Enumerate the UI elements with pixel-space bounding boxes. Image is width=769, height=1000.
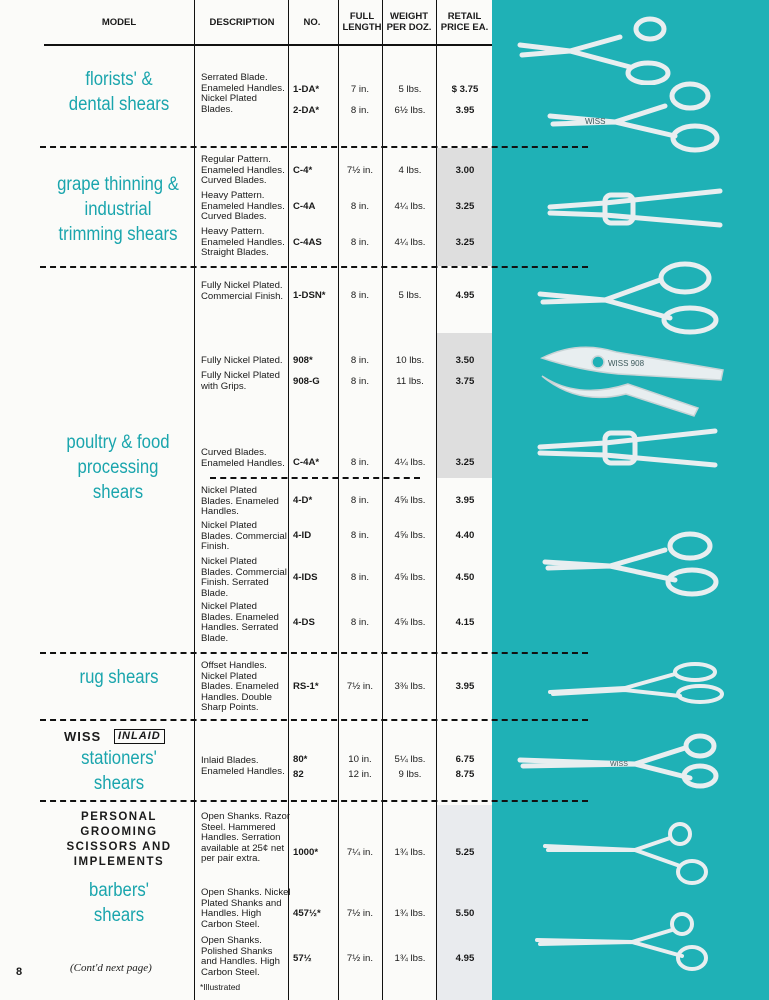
row-price: 3.25	[455, 457, 475, 468]
illustrated-note: *Illustrated	[200, 982, 241, 992]
row-number: 4-IDS	[293, 572, 318, 583]
row-weight: 4 lbs.	[398, 165, 422, 176]
poultry-shears-908-image	[538, 340, 728, 420]
poultry-shears-4d-image	[540, 528, 720, 598]
row-description: Open Shanks. Polished Shanks and Handles. High Carbon Steel.	[201, 935, 280, 978]
column-rule	[194, 0, 195, 1000]
row-price: 4.15	[455, 617, 475, 628]
continued-note: (Cont'd next page)	[70, 962, 152, 974]
section-divider	[40, 800, 588, 802]
florists-shears-top-image	[510, 15, 680, 85]
row-price: 3.25	[455, 237, 475, 248]
barbers-shears-457-image	[532, 910, 722, 980]
row-description: Serrated Blade. Enameled Handles. Nickel Plated Blades.	[201, 72, 285, 115]
category-poultry: poultry & food processing shears	[66, 432, 170, 503]
row-weight: 4⅝ lbs.	[394, 617, 426, 628]
poultry-engraving: WISS 908	[608, 359, 645, 368]
florists-engraving: WISS	[585, 117, 606, 126]
row-price: 3.75	[455, 376, 475, 387]
row-length: 8 in.	[350, 572, 370, 583]
wiss-brand: WISS	[64, 729, 102, 744]
florists-shears-bottom-image	[545, 78, 725, 158]
row-price: $ 3.75 3.95	[451, 84, 479, 116]
row-description: Heavy Pattern. Enameled Handles. Curved Blades.	[201, 190, 285, 222]
row-weight: 4¼ lbs.	[394, 201, 426, 212]
category-grooming: PERSONAL GROOMING SCISSORS AND IMPLEMENTS	[66, 811, 172, 868]
stationers-engraving: WISS	[610, 761, 628, 768]
row-weight: 4¼ lbs.	[394, 237, 426, 248]
row-price: 3.95	[455, 681, 475, 692]
row-price: 5.25	[455, 847, 475, 858]
row-number: 57½	[293, 953, 312, 964]
rug-shears-image	[545, 660, 725, 710]
row-weight: 5 lbs.	[398, 290, 422, 301]
row-weight: 5 lbs. 6½ lbs.	[394, 84, 426, 116]
row-weight: 4⅝ lbs.	[394, 572, 426, 583]
row-length: 7¼ in.	[346, 847, 374, 858]
row-description: Nickel Plated Blades. Enameled Handles.	[201, 485, 279, 517]
row-description: Fully Nickel Plated.	[201, 355, 283, 366]
header-price: RETAIL PRICE EA.	[440, 11, 489, 33]
header-description: DESCRIPTION	[209, 16, 275, 28]
row-number: 1-DSN*	[293, 290, 326, 301]
row-price: 6.75 8.75	[455, 754, 475, 780]
row-price: 3.25	[455, 201, 475, 212]
row-description: Heavy Pattern. Enameled Handles. Straight Blades.	[201, 226, 285, 258]
stationers-shears-image	[515, 730, 725, 790]
row-length: 8 in.	[350, 290, 370, 301]
row-length: 7½ in.	[346, 165, 374, 176]
row-description: Nickel Plated Blades. Commercial Finish. Serrated Blade.	[201, 556, 287, 599]
row-number: 4-ID	[293, 530, 312, 541]
section-divider	[40, 146, 588, 148]
row-number: 908-G	[293, 376, 320, 387]
row-weight: 4⅝ lbs.	[394, 495, 426, 506]
header-no: NO.	[303, 16, 321, 28]
table-row	[196, 73, 492, 121]
row-length: 10 in. 12 in.	[348, 754, 372, 780]
row-weight: 1¾ lbs.	[394, 908, 426, 919]
row-length: 8 in.	[350, 237, 370, 248]
header-rule	[44, 44, 492, 46]
row-length: 8 in.	[350, 495, 370, 506]
row-number: 4-D*	[293, 495, 313, 506]
row-price: 3.50	[455, 355, 475, 366]
price-shade	[437, 805, 492, 1000]
row-length: 7½ in.	[346, 681, 374, 692]
category-florists: florists' & dental shears	[68, 69, 170, 115]
row-description: Offset Handles. Nickel Plated Blades. Enameled Handles. Double Sharp Points.	[201, 660, 279, 713]
row-description: Fully Nickel Plated with Grips.	[201, 370, 280, 392]
row-price: 4.40	[455, 530, 475, 541]
row-description: Regular Pattern. Enameled Handles. Curved Blades.	[201, 154, 285, 186]
row-weight: 1¾ lbs.	[394, 953, 426, 964]
row-number: 1000*	[293, 847, 319, 858]
row-price: 4.95	[455, 290, 475, 301]
row-description: Nickel Plated Blades. Commercial Finish.	[201, 520, 287, 552]
header-weight: WEIGHT PER DOZ.	[386, 11, 432, 33]
row-number: C-4*	[293, 165, 313, 176]
row-number: 908*	[293, 355, 313, 366]
header-full-length: FULL LENGTH	[342, 11, 382, 33]
row-number: C-4A	[293, 201, 316, 212]
section-divider	[40, 652, 588, 654]
row-description: Open Shanks. Razor Steel. Hammered Handles. Serration available at 25¢ net per pair extra.	[201, 811, 291, 864]
row-description: Inlaid Blades. Enameled Handles.	[201, 755, 285, 777]
row-description: Fully Nickel Plated. Commercial Finish.	[201, 280, 284, 302]
sub-divider	[210, 477, 420, 479]
row-length: 8 in.	[350, 355, 370, 366]
row-weight: 10 lbs.	[395, 355, 425, 366]
row-weight: 5¼ lbs. 9 lbs.	[394, 754, 426, 780]
row-weight: 11 lbs.	[396, 376, 424, 387]
row-weight: 4⅝ lbs.	[394, 530, 426, 541]
grape-shears-image	[545, 185, 725, 235]
section-divider	[40, 266, 588, 268]
column-rule	[436, 0, 437, 1000]
row-weight: 3⅜ lbs.	[394, 681, 426, 692]
row-length: 7½ in.	[346, 908, 374, 919]
row-length: 8 in.	[350, 376, 370, 387]
category-barbers: barbers' shears	[89, 880, 149, 926]
row-description: Open Shanks. Nickel Plated Shanks and Handles. High Carbon Steel.	[201, 887, 291, 930]
poultry-shears-c4a-image	[535, 425, 725, 475]
row-description: Nickel Plated Blades. Enameled Handles. Serrated Blade.	[201, 601, 279, 644]
row-number: 1-DA* 2-DA*	[293, 84, 320, 116]
row-length: 8 in.	[350, 201, 370, 212]
row-length: 8 in.	[350, 457, 370, 468]
row-length: 7 in. 8 in.	[350, 84, 370, 116]
row-length: 8 in.	[350, 617, 370, 628]
row-number: 457½*	[293, 908, 321, 919]
barbers-shears-1000-image	[540, 820, 720, 890]
row-length: 7½ in.	[346, 953, 374, 964]
page-number: 8	[16, 966, 23, 978]
row-number: C-4AS	[293, 237, 322, 248]
row-number: RS-1*	[293, 681, 319, 692]
row-price: 4.50	[455, 572, 475, 583]
row-price: 3.00	[455, 165, 475, 176]
row-length: 8 in.	[350, 530, 370, 541]
row-price: 3.95	[455, 495, 475, 506]
row-price: 5.50	[455, 908, 475, 919]
category-grape: grape thinning & industrial trimming shears	[57, 174, 179, 245]
row-number: 4-DS	[293, 617, 315, 628]
poultry-shears-1dsn-image	[535, 258, 725, 338]
row-weight: 1¾ lbs.	[394, 847, 426, 858]
category-stationers: stationers' shears	[81, 748, 157, 794]
inlaid-badge: INLAID	[114, 729, 165, 744]
row-weight: 4¼ lbs.	[394, 457, 426, 468]
row-description: Curved Blades. Enameled Handles.	[201, 447, 285, 469]
row-number: C-4A*	[293, 457, 320, 468]
row-price: 4.95	[455, 953, 475, 964]
wiss-inlaid-logo	[60, 729, 190, 745]
category-rug: rug shears	[79, 667, 159, 688]
row-number: 80* 82	[293, 754, 308, 780]
section-divider	[40, 719, 588, 721]
header-model: MODEL	[101, 16, 137, 28]
